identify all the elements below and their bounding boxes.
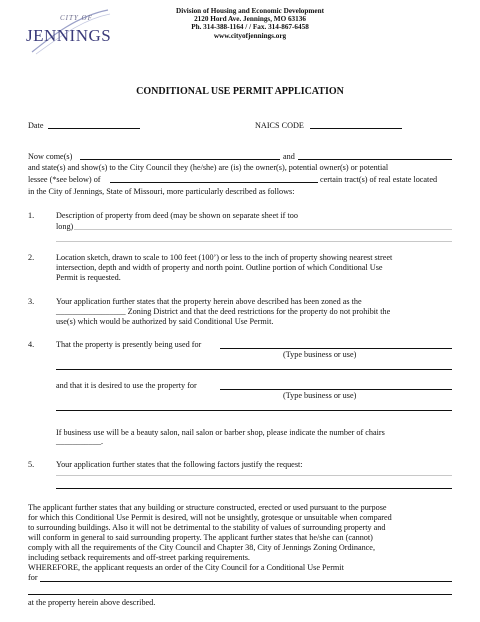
item-1-text-2: long): [56, 222, 74, 231]
item-4-number: 4.: [28, 340, 35, 349]
closing-line-1: The applicant further states that any building or structure constructed, erected or used pursuant to the purpose: [28, 503, 387, 512]
item-4-line-1: That the property is presently being used for: [56, 340, 202, 349]
item-5-line-1: Your application further states that the following factors justify the request:: [56, 460, 303, 469]
permit-purpose-field[interactable]: [40, 581, 452, 582]
item-4-line-3: If business use will be a beauty salon, nail salon or barber shop, please indicate the number of chairs: [56, 428, 385, 437]
item-1-field-b[interactable]: [56, 241, 452, 242]
co-applicant-name-field[interactable]: [298, 159, 452, 160]
item-5-number: 5.: [28, 460, 35, 469]
header-website: www.cityofjennings.org: [213, 31, 287, 40]
item-1-text: Description of property from deed (may be shown on separate sheet if too: [56, 211, 298, 220]
header-block: [130, 7, 370, 40]
item-4-line-4: ___________.: [56, 437, 104, 446]
item-2-line-3: Permit is requested.: [56, 273, 121, 282]
and-label: and: [283, 152, 295, 161]
lessee-field[interactable]: [110, 182, 318, 183]
present-use-field-2[interactable]: [56, 369, 452, 370]
closing-line-6: including setback requirements and off-street parking requirements.: [28, 553, 250, 562]
intro-line-4: in the City of Jennings, State of Missouri, more particularly described as follows:: [28, 187, 295, 196]
item-3-number: 3.: [28, 297, 35, 306]
city-logo: [22, 6, 112, 56]
header-division: Division of Housing and Economic Development: [176, 7, 324, 15]
intro-line-2: and state(s) and show(s) to the City Council they (he/she) are (is) the owner(s), potential owner(s) or potential: [28, 163, 389, 172]
applicant-name-field[interactable]: [80, 159, 280, 160]
item-5-field-a[interactable]: [56, 475, 452, 476]
item-2-line-2: intersection, depth and width of property and north point. Outline portion of which Conditional Use: [56, 263, 383, 272]
lessee-tail: certain tract(s) of real estate located: [320, 175, 438, 184]
item-2-number: 2.: [28, 253, 35, 262]
item-4-line-2: and that it is desired to use the property for: [56, 381, 197, 390]
closing-line-3: to surrounding buildings. Also it will not be detrimental to the stability of values of surrounding property and: [28, 523, 386, 532]
closing-for-label: for: [28, 573, 38, 582]
item-5-field-b[interactable]: [56, 488, 452, 489]
item-3-line-3: use(s) which would be authorized by said Conditional Use Permit.: [56, 317, 274, 326]
closing-line-2: for which this Conditional Use Permit is desired, will not be unsightly, grotesque or unsuitable when compared: [28, 513, 392, 522]
desired-use-field[interactable]: [220, 389, 452, 390]
date-field[interactable]: [48, 128, 140, 129]
item-3-line-1: Your application further states that the property herein above described has been zoned as the: [56, 297, 362, 306]
logo-name-text: JENNINGS: [26, 26, 112, 45]
header-phone: Ph. 314-388-1164 / / Fax. 314-867-6458: [191, 23, 309, 32]
item-1-field-a[interactable]: [74, 229, 452, 230]
closing-line-5: comply with all the requirements of the City Council and Chapter 38, City of Jennings Zoning Ordinance,: [28, 543, 375, 552]
closing-end: at the property herein above described.: [28, 598, 156, 607]
page-title: CONDITIONAL USE PERMIT APPLICATION: [136, 86, 344, 97]
item-4-hint-2: (Type business or use): [283, 391, 357, 400]
permit-purpose-field-2[interactable]: [28, 594, 452, 595]
desired-use-field-2[interactable]: [56, 410, 452, 411]
lessee-label: lessee (*see below) of: [28, 175, 101, 184]
item-3-line-2: _________________ Zoning District and that the deed restrictions for the property do not prohibit the: [56, 307, 391, 316]
item-2-line-1: Location sketch, drawn to scale to 100 feet (100’) or less to the inch of property showing nearest street: [56, 253, 393, 262]
present-use-field[interactable]: [220, 348, 452, 349]
now-comes-label: Now come(s): [28, 152, 73, 161]
header-address: 2120 Hord Ave. Jennings, MO 63136: [194, 15, 306, 24]
closing-line-7: WHEREFORE, the applicant requests an order of the City Council for a Conditional Use Permit: [28, 563, 344, 572]
item-4-hint-1: (Type business or use): [283, 350, 357, 359]
closing-line-4: will conform in general to said surrounding property. The applicant further states that he/she can (cannot): [28, 533, 373, 542]
naics-label: NAICS CODE: [255, 121, 304, 130]
naics-field[interactable]: [310, 128, 402, 129]
item-1-number: 1.: [28, 211, 35, 220]
logo-city-text: CITY OF: [60, 14, 93, 22]
date-label: Date: [28, 121, 44, 130]
